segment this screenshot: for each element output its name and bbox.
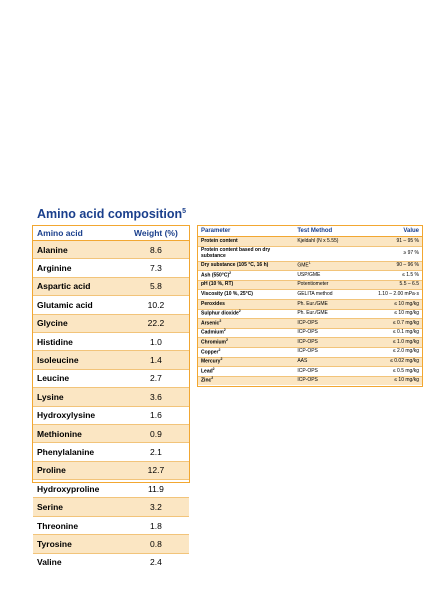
table-row (198, 290, 422, 300)
table-row (198, 246, 422, 261)
test-method: AAS (294, 357, 366, 367)
amino-acid-weight: 1.4 (123, 351, 189, 369)
header-amino-acid: Amino acid (33, 226, 123, 241)
amino-acid-weight: 2.4 (150, 557, 162, 568)
amino-acid-weight: 22.2 (123, 314, 189, 332)
table-row (198, 347, 422, 357)
test-method: ICP-OPS (294, 338, 366, 348)
footnote-marker: 2 (220, 357, 223, 362)
footnote-marker: 2 (226, 338, 228, 343)
parameter-value: 1.10 – 2.00 mPa·s (366, 290, 422, 300)
test-method: ICP-OPS (294, 319, 366, 329)
amino-acid-weight: 3.6 (123, 388, 189, 406)
amino-acid-name: Glycine (33, 314, 123, 332)
parameter-name: Mercury$^2$ (198, 357, 294, 367)
table-row (33, 296, 189, 314)
amino-acid-name: Alanine (33, 241, 123, 259)
amino-acid-weight: 7.3 (123, 259, 189, 277)
amino-acid-weight: 3.2 (123, 498, 189, 516)
amino-acid-weight: 1.0 (123, 332, 189, 350)
amino-acid-name: Arginine (33, 259, 123, 277)
parameter-name: Copper$^2$ (198, 347, 294, 357)
table-row (33, 406, 189, 424)
table-header-row (198, 226, 422, 237)
test-method: ICP-OPS (294, 328, 366, 338)
test-method (294, 246, 366, 261)
footnote-marker: 2 (219, 318, 222, 323)
parameter-value: ≤ 1.0 mg/kg (366, 338, 422, 348)
parameter-name: Arsenic$^2$ (198, 319, 294, 329)
table-row (198, 328, 422, 338)
table-row (198, 237, 422, 247)
test-method: ICP-OPS (294, 376, 366, 385)
test-method: Ph. Eur./GME (294, 309, 366, 319)
table-row (33, 388, 189, 406)
test-method: ICP-OPS (294, 367, 366, 377)
footnote-marker: 2 (212, 366, 215, 371)
test-method: Kjeldahl (N x 5.55) (294, 237, 366, 247)
footnote-marker: 1 (308, 261, 311, 266)
header-test-method: Test Method (294, 226, 366, 237)
parameter-name: Lead$^2$ (198, 367, 294, 377)
amino-acid-name: Histidine (33, 332, 123, 350)
parameter-name: pH (10 %, RT) (198, 280, 294, 290)
table-row (198, 357, 422, 367)
test-method: Potentiometer (294, 280, 366, 290)
section-title: Amino acid composition$^5$ (37, 207, 187, 221)
parameter-name: Viscosity (10 %, 25°C) (198, 290, 294, 300)
amino-acid-weight: 10.2 (123, 296, 189, 314)
parameter-name: Sulphur dioxide$^2$ (198, 309, 294, 319)
footnote-marker: 2 (211, 376, 214, 381)
table-row (33, 480, 189, 498)
header-parameter: Parameter (198, 226, 294, 237)
parameter-value: 5.5 – 6.5 (366, 280, 422, 290)
table-row (198, 271, 422, 281)
header-value: Value (366, 226, 422, 237)
table-row (33, 259, 189, 277)
table-row (33, 498, 189, 516)
parameter-name: Peroxides (198, 299, 294, 309)
amino-acid-name: Serine (33, 498, 123, 516)
parameter-value: 90 – 96 % (366, 261, 422, 271)
footnote-marker: 2 (229, 270, 232, 275)
parameter-value: ≤ 10 mg/kg (366, 309, 422, 319)
amino-acid-weight: 5.8 (123, 277, 189, 295)
parameter-value: ≤ 10 mg/kg (366, 376, 422, 385)
table-row (198, 280, 422, 290)
parameter-value: ≤ 0.7 mg/kg (366, 319, 422, 329)
table-row (33, 461, 189, 479)
amino-acid-weight: 0.8 (123, 535, 189, 553)
test-method: ICP-OPS (294, 347, 366, 357)
table-row (198, 338, 422, 348)
parameter-name: Ash $(550^\circ C)^2$ (198, 271, 294, 281)
parameter-value: ≤ 1.5 % (366, 271, 422, 281)
table-row (198, 319, 422, 329)
amino-acid-name: Tyrosine (33, 535, 123, 553)
table-row (33, 277, 189, 295)
parameter-value: 91 – 95 % (366, 237, 422, 247)
parameter-table (197, 225, 423, 387)
table-row (33, 351, 189, 369)
table-header-row (33, 226, 189, 241)
table-row (33, 369, 189, 387)
parameter-value: ≥ 97 % (366, 246, 422, 261)
header-weight: Weight (%) (123, 226, 189, 241)
parameter-name: Dry substance (105 °C, 16 h) (198, 261, 294, 271)
amino-acid-name: Proline (33, 461, 123, 479)
parameter-name: Protein content based on dry substance (198, 246, 294, 261)
amino-acid-weight: 8.6 (123, 241, 189, 259)
table-row (33, 241, 189, 259)
amino-acid-name: Glutamic acid (33, 296, 123, 314)
amino-acid-weight: 11.9 (123, 480, 189, 498)
test-method: USP/GME (294, 271, 366, 281)
table-row (198, 309, 422, 319)
table-row (33, 516, 189, 534)
parameter-value: ≤ 0.02 mg/kg (366, 357, 422, 367)
parameter-name: Chromium$^2$ (198, 338, 294, 348)
parameter-name: Cadmium$^2$ (198, 328, 294, 338)
amino-acid-name: Aspartic acid (33, 277, 123, 295)
table-row (33, 535, 189, 553)
amino-acid-table (32, 225, 190, 568)
amino-acid-name: Threonine (33, 516, 123, 534)
title-footnote: 5 (182, 207, 187, 215)
parameter-value: ≤ 0.5 mg/kg (366, 367, 422, 377)
test-method: GELITA method (294, 290, 366, 300)
parameter-name: Protein content (198, 237, 294, 247)
amino-acid-weight: 0.9 (123, 424, 189, 442)
table-row (33, 443, 189, 461)
table-row (198, 299, 422, 309)
parameter-value: ≤ 10 mg/kg (366, 299, 422, 309)
table-row (33, 553, 189, 571)
parameter-value: ≤ 2.0 mg/kg (366, 347, 422, 357)
amino-acid-weight: 1.8 (123, 516, 189, 534)
table-row (198, 376, 422, 385)
amino-acid-name: Hydroxylysine (33, 406, 123, 424)
test-method: Ph. Eur./GME (294, 299, 366, 309)
amino-acid-name: Lysine (33, 388, 123, 406)
parameter-name: Zinc$^2$ (198, 376, 294, 385)
footnote-marker: 2 (223, 328, 226, 333)
amino-acid-name: Methionine (33, 424, 123, 442)
table-row (33, 332, 189, 350)
amino-acid-name: Valine (37, 557, 62, 568)
table-row (198, 261, 422, 271)
amino-acid-weight: 1.6 (123, 406, 189, 424)
amino-acid-name: Phenylalanine (33, 443, 123, 461)
amino-acid-name: Hydroxyproline (33, 480, 123, 498)
amino-acid-weight: 2.1 (123, 443, 189, 461)
test-method: GME$^1$ (294, 261, 366, 271)
footnote-marker: 2 (238, 309, 241, 314)
parameter-value: ≤ 0.1 mg/kg (366, 328, 422, 338)
amino-acid-weight: 12.7 (123, 461, 189, 479)
amino-acid-name: Leucine (33, 369, 123, 387)
table-row (198, 367, 422, 377)
table-row (33, 424, 189, 442)
amino-acid-name: Isoleucine (33, 351, 123, 369)
table-row (33, 314, 189, 332)
amino-acid-weight: 2.7 (123, 369, 189, 387)
footnote-marker: 2 (218, 347, 221, 352)
